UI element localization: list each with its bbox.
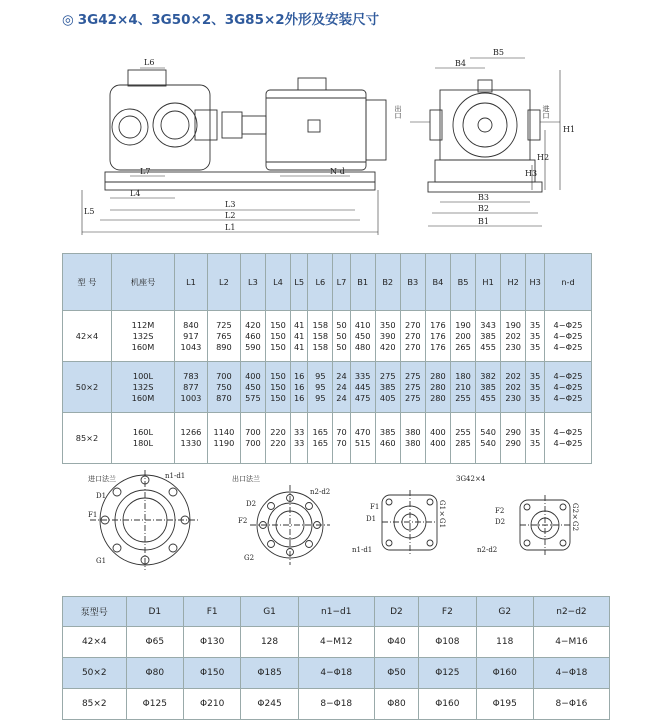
flange-header-cell: n2−d2 <box>533 597 609 627</box>
outlet-n2d2: n2-d2 <box>310 488 331 496</box>
dim-row <box>63 311 592 362</box>
label-l3: L3 <box>225 200 236 209</box>
dim-header-row <box>63 254 592 311</box>
dim-header-cell: H2 <box>501 254 526 311</box>
dim-cell: 42×4 <box>63 311 112 362</box>
flange-cell: 4−M16 <box>533 627 609 658</box>
dim-header-cell: H1 <box>476 254 501 311</box>
dim-header-cell: L1 <box>175 254 208 311</box>
flange-cell: Φ80 <box>126 658 183 689</box>
flange-cell: Φ108 <box>419 627 476 658</box>
inlet-g1: G1 <box>96 557 107 565</box>
dim-cell: 180 210 255 <box>450 362 475 413</box>
flange-cell: Φ50 <box>374 658 418 689</box>
dim-cell: 176 176 176 <box>425 311 450 362</box>
dim-header-cell: 机座号 <box>112 254 175 311</box>
dim-header-cell: B5 <box>450 254 475 311</box>
label-l5: L5 <box>84 207 95 216</box>
dim-header-cell: L6 <box>308 254 333 311</box>
flange-cell: Φ150 <box>183 658 240 689</box>
sq1-f1: F1 <box>370 503 380 511</box>
label-l2: L2 <box>225 211 236 220</box>
dim-cell: 540 540 <box>476 413 501 464</box>
side-dim-lines <box>82 68 378 235</box>
dim-cell: 33 33 <box>291 413 308 464</box>
outlet-d2: D2 <box>246 500 257 508</box>
dim-cell: 470 515 <box>350 413 375 464</box>
flange-cell: Φ125 <box>419 658 476 689</box>
sq2-f2: F2 <box>495 507 505 515</box>
label-b4: B4 <box>455 59 466 68</box>
label-b2: B2 <box>478 204 489 213</box>
dim-cell: 70 70 <box>333 413 350 464</box>
dim-cell: 275 385 405 <box>375 362 400 413</box>
dim-cell: 382 385 455 <box>476 362 501 413</box>
dim-header-cell: H3 <box>526 254 545 311</box>
dim-cell: 420 460 590 <box>240 311 265 362</box>
dim-header-cell: B2 <box>375 254 400 311</box>
flange-cell: Φ160 <box>476 658 533 689</box>
dim-header-cell: n-d <box>545 254 592 311</box>
dim-cell: 1266 1330 <box>175 413 208 464</box>
flange-row <box>63 658 610 689</box>
label-nd: N-d <box>330 167 345 176</box>
flange-cell: 8−Φ16 <box>533 689 609 720</box>
label-h2: H2 <box>537 153 550 162</box>
flange-cell: Φ40 <box>374 627 418 658</box>
label-b1: B1 <box>478 217 489 226</box>
dim-header-cell: B3 <box>400 254 425 311</box>
label-h1: H1 <box>563 125 576 134</box>
flange-cell: Φ195 <box>476 689 533 720</box>
dim-cell: 255 285 <box>450 413 475 464</box>
outlet-f2: F2 <box>238 517 248 525</box>
dim-cell: 35 35 <box>526 413 545 464</box>
dim-cell: 400 450 575 <box>240 362 265 413</box>
flange-cell: Φ65 <box>126 627 183 658</box>
flange-header-cell: n1−d1 <box>298 597 374 627</box>
dim-cell: 4−Φ25 4−Φ25 <box>545 413 592 464</box>
dim-cell: 95 95 95 <box>308 362 333 413</box>
flange-cell: Φ80 <box>374 689 418 720</box>
dim-cell: 85×2 <box>63 413 112 464</box>
dim-cell: 100L 132S 160M <box>112 362 175 413</box>
dim-cell: 350 390 420 <box>375 311 400 362</box>
dim-cell: 700 750 870 <box>207 362 240 413</box>
dim-cell: 700 700 <box>240 413 265 464</box>
inlet-d1: D1 <box>96 492 107 500</box>
dim-cell: 280 280 280 <box>425 362 450 413</box>
dim-cell: 270 270 270 <box>400 311 425 362</box>
flange-cell: Φ125 <box>126 689 183 720</box>
sq2-g2g2: G2×G2 <box>571 503 579 532</box>
dim-header-cell: L2 <box>207 254 240 311</box>
label-b5: B5 <box>493 48 504 57</box>
dim-cell: 50 50 50 <box>333 311 350 362</box>
dim-cell: 220 220 <box>265 413 290 464</box>
label-l6: L6 <box>144 58 155 67</box>
dim-cell: 725 765 890 <box>207 311 240 362</box>
dim-cell: 783 877 1003 <box>175 362 208 413</box>
flange-table <box>62 596 610 720</box>
dim-cell: 112M 132S 160M <box>112 311 175 362</box>
inlet-flange-title: 进口法兰 <box>88 475 116 483</box>
dim-cell: 410 450 480 <box>350 311 375 362</box>
flange-cell: 4−Φ18 <box>298 658 374 689</box>
inlet-flange-drawing <box>90 470 200 570</box>
flange-header-cell: D1 <box>126 597 183 627</box>
dim-header-cell: L5 <box>291 254 308 311</box>
flange-header-cell: G2 <box>476 597 533 627</box>
dim-header-cell: 型 号 <box>63 254 112 311</box>
label-inlet: 进口 <box>542 105 550 119</box>
flange-header-cell: D2 <box>374 597 418 627</box>
label-l7: L7 <box>140 167 151 176</box>
dim-header-cell: L7 <box>333 254 350 311</box>
dim-cell: 335 445 475 <box>350 362 375 413</box>
dim-cell: 158 158 158 <box>308 311 333 362</box>
dim-cell: 50×2 <box>63 362 112 413</box>
flange-cell: 4−Φ18 <box>533 658 609 689</box>
flange-header-cell: F2 <box>419 597 476 627</box>
dim-cell: 275 275 275 <box>400 362 425 413</box>
dim-row <box>63 413 592 464</box>
model-label: 3G42×4 <box>456 475 486 483</box>
flange-cell: Φ210 <box>183 689 240 720</box>
sq2-n2d2: n2-d2 <box>477 546 498 554</box>
dim-cell: 840 917 1043 <box>175 311 208 362</box>
dim-cell: 35 35 35 <box>526 362 545 413</box>
dim-cell: 1140 1190 <box>207 413 240 464</box>
flange-cell: 118 <box>476 627 533 658</box>
dim-header-cell: B4 <box>425 254 450 311</box>
label-l4: L4 <box>130 189 141 198</box>
dim-cell: 41 41 41 <box>291 311 308 362</box>
square-flange-1-drawing <box>382 490 437 555</box>
dim-cell: 385 460 <box>375 413 400 464</box>
dim-header-cell: L4 <box>265 254 290 311</box>
flange-header-cell: G1 <box>241 597 298 627</box>
dim-row <box>63 362 592 413</box>
dimension-table <box>62 253 592 464</box>
sq1-n1d1: n1-d1 <box>352 546 373 554</box>
sq2-d2: D2 <box>495 518 506 526</box>
flange-cell: 85×2 <box>63 689 127 720</box>
dim-cell: 165 165 <box>308 413 333 464</box>
flange-cell: Φ130 <box>183 627 240 658</box>
dim-cell: 150 150 150 <box>265 362 290 413</box>
label-b3: B3 <box>478 193 489 202</box>
label-outlet: 出口 <box>394 105 402 119</box>
square-flange-2-drawing <box>520 495 570 555</box>
dim-cell: 150 150 150 <box>265 311 290 362</box>
dim-cell: 400 400 <box>425 413 450 464</box>
flange-cell: Φ245 <box>241 689 298 720</box>
sq1-g1g1: G1×G1 <box>438 500 446 529</box>
flange-cell: 4−M12 <box>298 627 374 658</box>
flange-row <box>63 627 610 658</box>
dim-cell: 24 24 24 <box>333 362 350 413</box>
flange-cell: 42×4 <box>63 627 127 658</box>
flange-cell: Φ160 <box>419 689 476 720</box>
flange-header-cell: F1 <box>183 597 240 627</box>
inlet-n1d1: n1-d1 <box>165 472 186 480</box>
dim-cell: 202 202 230 <box>501 362 526 413</box>
flange-header-cell: 泵型号 <box>63 597 127 627</box>
outlet-flange-title: 出口法兰 <box>232 475 260 483</box>
dim-header-cell: L3 <box>240 254 265 311</box>
dim-cell: 190 200 265 <box>450 311 475 362</box>
outlet-g2: G2 <box>244 554 255 562</box>
dim-cell: 16 16 16 <box>291 362 308 413</box>
dim-cell: 380 380 <box>400 413 425 464</box>
flange-header-row <box>63 597 610 627</box>
dim-cell: 35 35 35 <box>526 311 545 362</box>
flange-row <box>63 689 610 720</box>
dim-cell: 343 385 455 <box>476 311 501 362</box>
dim-header-cell: B1 <box>350 254 375 311</box>
dim-cell: 190 202 230 <box>501 311 526 362</box>
dim-cell: 4−Φ25 4−Φ25 4−Φ25 <box>545 311 592 362</box>
flange-cell: 8−Φ18 <box>298 689 374 720</box>
sq1-d1: D1 <box>366 515 377 523</box>
dim-cell: 160L 180L <box>112 413 175 464</box>
flange-cell: 50×2 <box>63 658 127 689</box>
outlet-flange-drawing <box>250 485 330 565</box>
flange-cell: Φ185 <box>241 658 298 689</box>
label-h3: H3 <box>525 169 538 178</box>
dim-cell: 4−Φ25 4−Φ25 4−Φ25 <box>545 362 592 413</box>
inlet-f1: F1 <box>88 511 98 519</box>
title-text: 3G42×4、3G50×2、3G85×2外形及安装尺寸 <box>77 12 380 28</box>
label-l1: L1 <box>225 223 236 232</box>
flange-cell: 128 <box>241 627 298 658</box>
title-mark: ◎ <box>62 12 74 28</box>
dim-cell: 290 290 <box>501 413 526 464</box>
